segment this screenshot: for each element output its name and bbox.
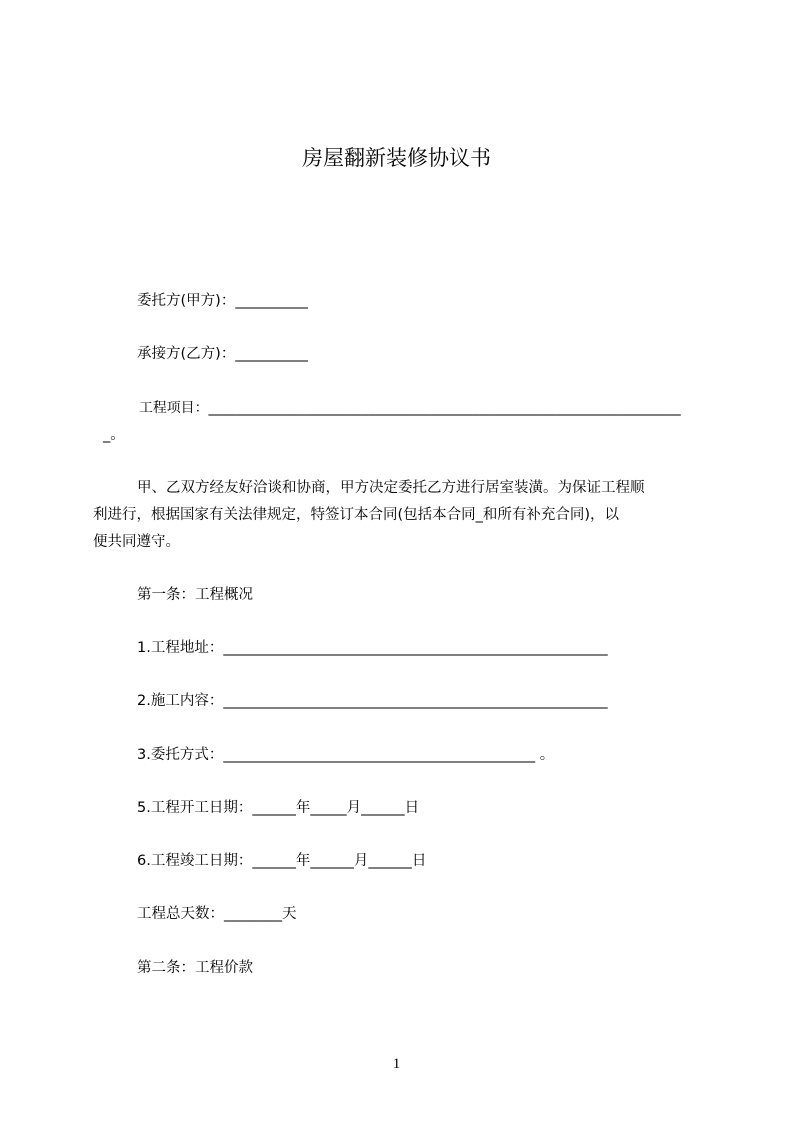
document-title: 房屋翻新装修协议书 xyxy=(302,146,491,170)
intro-paragraph-line-1: 甲、乙双方经友好洽谈和协商，甲方决定委托乙方进行居室装潢。为保证工程顺 xyxy=(137,480,645,496)
project-line-continuation: _。 xyxy=(103,427,125,443)
article-1-heading: 第一条：工程概况 xyxy=(137,587,253,603)
commission-method-line: 3.委托方式：___________________________________________ 。 xyxy=(137,747,555,763)
client-line: 委托方(甲方)：__________ xyxy=(137,293,308,309)
start-date-line: 5.工程开工日期：______年_____月______日 xyxy=(137,800,420,816)
page-number: 1 xyxy=(392,1056,401,1072)
construction-content-line: 2.施工内容：_____________________________________________________ xyxy=(137,693,608,709)
project-address-line: 1.工程地址：_____________________________________________________ xyxy=(137,640,608,656)
intro-paragraph-line-3: 便共同遵守。 xyxy=(93,534,180,550)
total-days-line: 工程总天数：________天 xyxy=(137,906,297,922)
intro-paragraph-line-2: 利进行，根据国家有关法律规定，特签订本合同(包括本合同_和所有补充合同)，以 xyxy=(93,507,620,523)
article-2-heading: 第二条：工程价款 xyxy=(137,960,253,976)
contractor-line: 承接方(乙方)：__________ xyxy=(137,346,308,362)
project-line: 工程项目：____________________________________________________________________ xyxy=(139,400,681,416)
end-date-line: 6.工程竣工日期：______年______月______日 xyxy=(137,853,427,869)
